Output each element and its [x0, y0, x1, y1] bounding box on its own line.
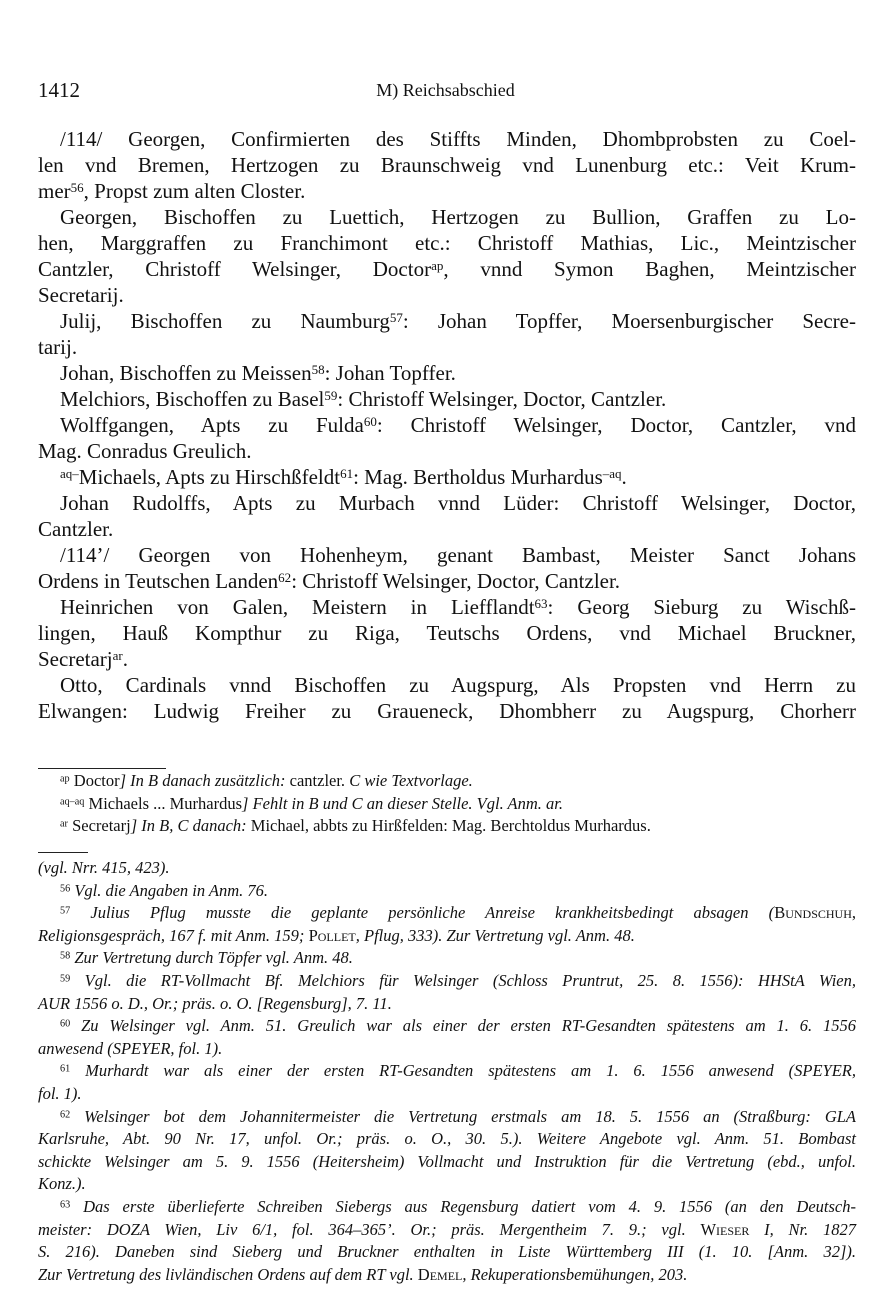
footnotes-line [38, 1060, 856, 1083]
text-run: : Christoff Welsinger, Doctor, Cantzler. [291, 569, 621, 593]
text-run: Konz.). [38, 1174, 86, 1194]
text-run: , vnnd Symon Baghen, Meintzischer [443, 257, 856, 281]
note-marker: 61 [340, 466, 354, 482]
text-run: C wie Textvorlage. [349, 771, 473, 790]
footnotes-line [38, 902, 856, 925]
main-line [38, 152, 856, 178]
text-run: Zur Vertretung durch Töpfer vgl. Anm. 48. [70, 948, 353, 968]
text-run: fol. 1). [38, 1083, 82, 1103]
note-marker: 59 [324, 388, 338, 404]
text-run: Melchiors, Bischoffen zu Basel [60, 387, 325, 411]
text-run: I, Nr. 1827 [749, 1219, 856, 1239]
footnotes-line [38, 1264, 856, 1287]
note-marker: 58 [311, 362, 325, 378]
text-run: Julij, Bischoffen zu Naumburg [60, 309, 390, 333]
footnotes-line [38, 1015, 856, 1038]
main-line [38, 334, 856, 360]
text-run: : Georg Sieburg zu Wischß- [547, 595, 856, 619]
text-run: Zu Welsinger vgl. Anm. 51. Greulich war als einer der ersten RT-Gesandten spätestens am 1. 6. 1556 [70, 1016, 856, 1036]
main-line [38, 568, 856, 594]
text-run: /114’/ Georgen von Hohenheym, genant Bambast, Meister Sanct Johans [60, 543, 856, 567]
text-run: Demel [417, 1264, 463, 1284]
text-run: Ordens in Teutschen Landen [38, 569, 279, 593]
note-marker: 58 [60, 950, 71, 962]
text-run: Mag. Conradus Greulich. [38, 439, 252, 463]
main-line [38, 620, 856, 646]
main-line [38, 672, 856, 698]
apparatus-line [38, 793, 856, 816]
text-run: : Johan Topffer, Moersenburgischer Secre- [402, 309, 856, 333]
text-run: ] In B danach zusätzlich: [119, 771, 290, 790]
text-run: Secretarj [38, 647, 113, 671]
text-run: Georgen, Bischoffen zu Luettich, Hertzogen zu Bullion, Graffen zu Lo- [60, 205, 856, 229]
apparatus-line [38, 770, 856, 793]
text-run: /114/ Georgen, Confirmierten des Stiffts Minden, Dhombprobsten zu Coel- [60, 127, 856, 151]
text-run: tarij. [38, 335, 78, 359]
main-line [38, 126, 856, 152]
text-run: Karlsruhe, Abt. 90 Nr. 17, unfol. Or.; präs. o. O., 30. 5.). Weitere Angebote vgl. Anm. 51. Bombast [38, 1129, 856, 1149]
critical-apparatus [38, 770, 856, 838]
footnotes-line [38, 947, 856, 970]
text-run: Elwangen: Ludwig Freiher zu Graueneck, Dhombherr zu Augspurg, Chorherr [38, 699, 856, 723]
text-run: Pollet [308, 925, 356, 945]
footnotes-line [38, 1083, 856, 1106]
text-run: (vgl. Nrr. 415, 423). [38, 858, 170, 877]
text-run: Wolffgangen, Apts zu Fulda [60, 413, 364, 437]
main-line [38, 464, 856, 490]
text-run: Otto, Cardinals vnnd Bischoffen zu Augspurg, Als Propsten vnd Herrn zu [60, 673, 856, 697]
text-run: Heinrichen von Galen, Meistern in Liefflandt [60, 595, 535, 619]
footnotes-line [38, 1151, 856, 1174]
main-line [38, 230, 856, 256]
text-run: Wieser [700, 1219, 750, 1239]
text-run: hen, Marggraffen zu Franchimont etc.: Christoff Mathias, Lic., Meintzischer [38, 231, 856, 255]
text-run: . [621, 465, 627, 489]
main-line [38, 646, 856, 672]
text-run: S. 216). Daneben sind Sieberg und Bruckner enthalten in Liste Württemberg III (1. 10. [Anm. 32]). [38, 1242, 856, 1262]
text-run: meister: DOZA Wien, Liv 6/1, fol. 364–365’. Or.; präs. Mergentheim 7. 9.; vgl. [38, 1219, 701, 1239]
text-run: Cantzler. [38, 517, 114, 541]
text-run: Religionsgespräch, 167 f. mit Anm. 159; [38, 925, 309, 945]
note-marker: 63 [60, 1199, 71, 1211]
note-marker: 57 [389, 310, 403, 326]
apparatus-rule [38, 768, 166, 769]
note-marker: 56 [70, 180, 84, 196]
note-marker: 60 [363, 414, 377, 430]
text-run: Michaels ... Murhardus [84, 793, 243, 813]
footnote-rule [38, 852, 88, 853]
running-title: M) Reichsabschied [376, 80, 515, 100]
text-run: AUR 1556 o. D., Or.; präs. o. O. [Regensburg], 7. 11. [38, 993, 392, 1013]
note-marker: ap [60, 773, 70, 785]
footnotes-line [38, 1196, 856, 1219]
footnotes-line [38, 857, 856, 880]
main-line [38, 542, 856, 568]
footnotes-line [38, 1173, 856, 1196]
main-line [38, 516, 856, 542]
note-marker: 59 [60, 973, 71, 985]
text-run: : Mag. Bertholdus Murhardus [353, 465, 603, 489]
footnotes-line [38, 1219, 856, 1242]
note-marker: 57 [60, 905, 71, 917]
text-run: Johan, Bischoffen zu Meissen [60, 361, 312, 385]
main-line [38, 256, 856, 282]
apparatus-line [38, 815, 856, 838]
footnotes-line [38, 970, 856, 993]
text-run: Johan Rudolffs, Apts zu Murbach vnnd Lüder: Christoff Welsinger, Doctor, [60, 491, 856, 515]
note-marker: 56 [60, 883, 71, 894]
main-line [38, 308, 856, 334]
text-run: . [122, 647, 128, 671]
text-run: len vnd Bremen, Hertzogen zu Braunschweig vnd Lunenburg etc.: Veit Krum- [38, 153, 856, 177]
text-run: Bundschuh, [774, 903, 856, 923]
text-run: cantzler. [289, 771, 350, 790]
text-run: anwesend (SPEYER, fol. 1). [38, 1038, 223, 1058]
text-run: Michael, abbts zu Hirßfelden: Mag. Berchtoldus Murhardus. [250, 816, 651, 835]
footnotes-line [38, 1038, 856, 1061]
footnotes [38, 857, 856, 1286]
text-run: Doctor [69, 771, 120, 790]
note-marker: ap [431, 258, 444, 274]
footnotes-line [38, 1241, 856, 1264]
text-run: : Christoff Welsinger, Doctor, Cantzler. [337, 387, 667, 411]
text-run: schickte Welsinger am 5. 9. 1556 (Heitersheim) Vollmacht und Instruktion für die Vertretung (ebd., unfol. [38, 1151, 856, 1171]
footnotes-line [38, 880, 856, 903]
text-run: Das erste überlieferte Schreiben Siebergs aus Regensburg datiert vom 4. 9. 1556 (an den Deutsch- [70, 1196, 856, 1216]
main-line [38, 412, 856, 438]
text-run: Cantzler, Christoff Welsinger, Doctor [38, 257, 432, 281]
main-line [38, 178, 856, 204]
main-line [38, 360, 856, 386]
page-number: 1412 [38, 78, 80, 102]
text-run: , Propst zum alten Closter. [83, 179, 306, 203]
note-marker: ar [112, 648, 123, 664]
main-text [38, 126, 856, 724]
text-run: lingen, Hauß Kompthur zu Riga, Teutschs Ordens, vnd Michael Bruckner, [38, 621, 856, 645]
text-run: Secretarij. [38, 283, 124, 307]
note-marker: 62 [278, 570, 292, 586]
note-marker: aq–aq [60, 795, 85, 807]
note-marker: 62 [60, 1108, 71, 1120]
main-line [38, 698, 856, 724]
text-run: Secretarj [67, 816, 131, 835]
footnotes-line [38, 925, 856, 948]
footnotes-line [38, 1128, 856, 1151]
text-run: Vgl. die RT-Vollmacht Bf. Melchiors für Welsinger (Schloss Pruntrut, 25. 8. 1556): HHStA Wien, [70, 970, 856, 990]
main-line [38, 282, 856, 308]
footnotes-line [38, 1106, 856, 1129]
note-marker: 60 [60, 1018, 71, 1030]
text-run: Michaels, Apts zu Hirschßfeldt [78, 465, 341, 489]
text-run: , Pflug, 333). Zur Vertretung vgl. Anm. 48. [355, 925, 635, 945]
note-marker: ar [60, 818, 68, 830]
main-line [38, 386, 856, 412]
main-line [38, 438, 856, 464]
note-marker: 61 [60, 1063, 71, 1075]
text-run: : Christoff Welsinger, Doctor, Cantzler, vnd [376, 413, 856, 437]
text-run: Welsinger bot dem Johannitermeister die Vertretung erstmals am 18. 5. 1556 an (Straßburg: GLA [70, 1106, 856, 1126]
text-run: Zur Vertretung des livländischen Ordens auf dem RT vgl. [38, 1264, 418, 1284]
main-line [38, 490, 856, 516]
note-marker: –aq [602, 466, 622, 482]
text-run: , Rekuperationsbemühungen, 203. [462, 1264, 688, 1284]
main-line [38, 204, 856, 230]
text-run: Vgl. die Angaben in Anm. 76. [70, 880, 269, 900]
text-run: ] In B, C danach: [130, 816, 251, 835]
text-run: mer [38, 179, 71, 203]
text-run: ] Fehlt in B und C an dieser Stelle. Vgl. Anm. ar. [242, 793, 564, 813]
note-marker: 63 [534, 596, 548, 612]
text-run: Murhardt war als einer der ersten RT-Gesandten spätestens am 1. 6. 1556 anwesend (SPEYER, [70, 1061, 856, 1081]
footnotes-line [38, 993, 856, 1016]
main-line [38, 594, 856, 620]
text-run: : Johan Topffer. [324, 361, 456, 385]
text-run: Julius Pflug musste die geplante persönliche Anreise krankheitsbedingt absagen ( [70, 903, 775, 923]
note-marker: aq– [60, 466, 79, 482]
